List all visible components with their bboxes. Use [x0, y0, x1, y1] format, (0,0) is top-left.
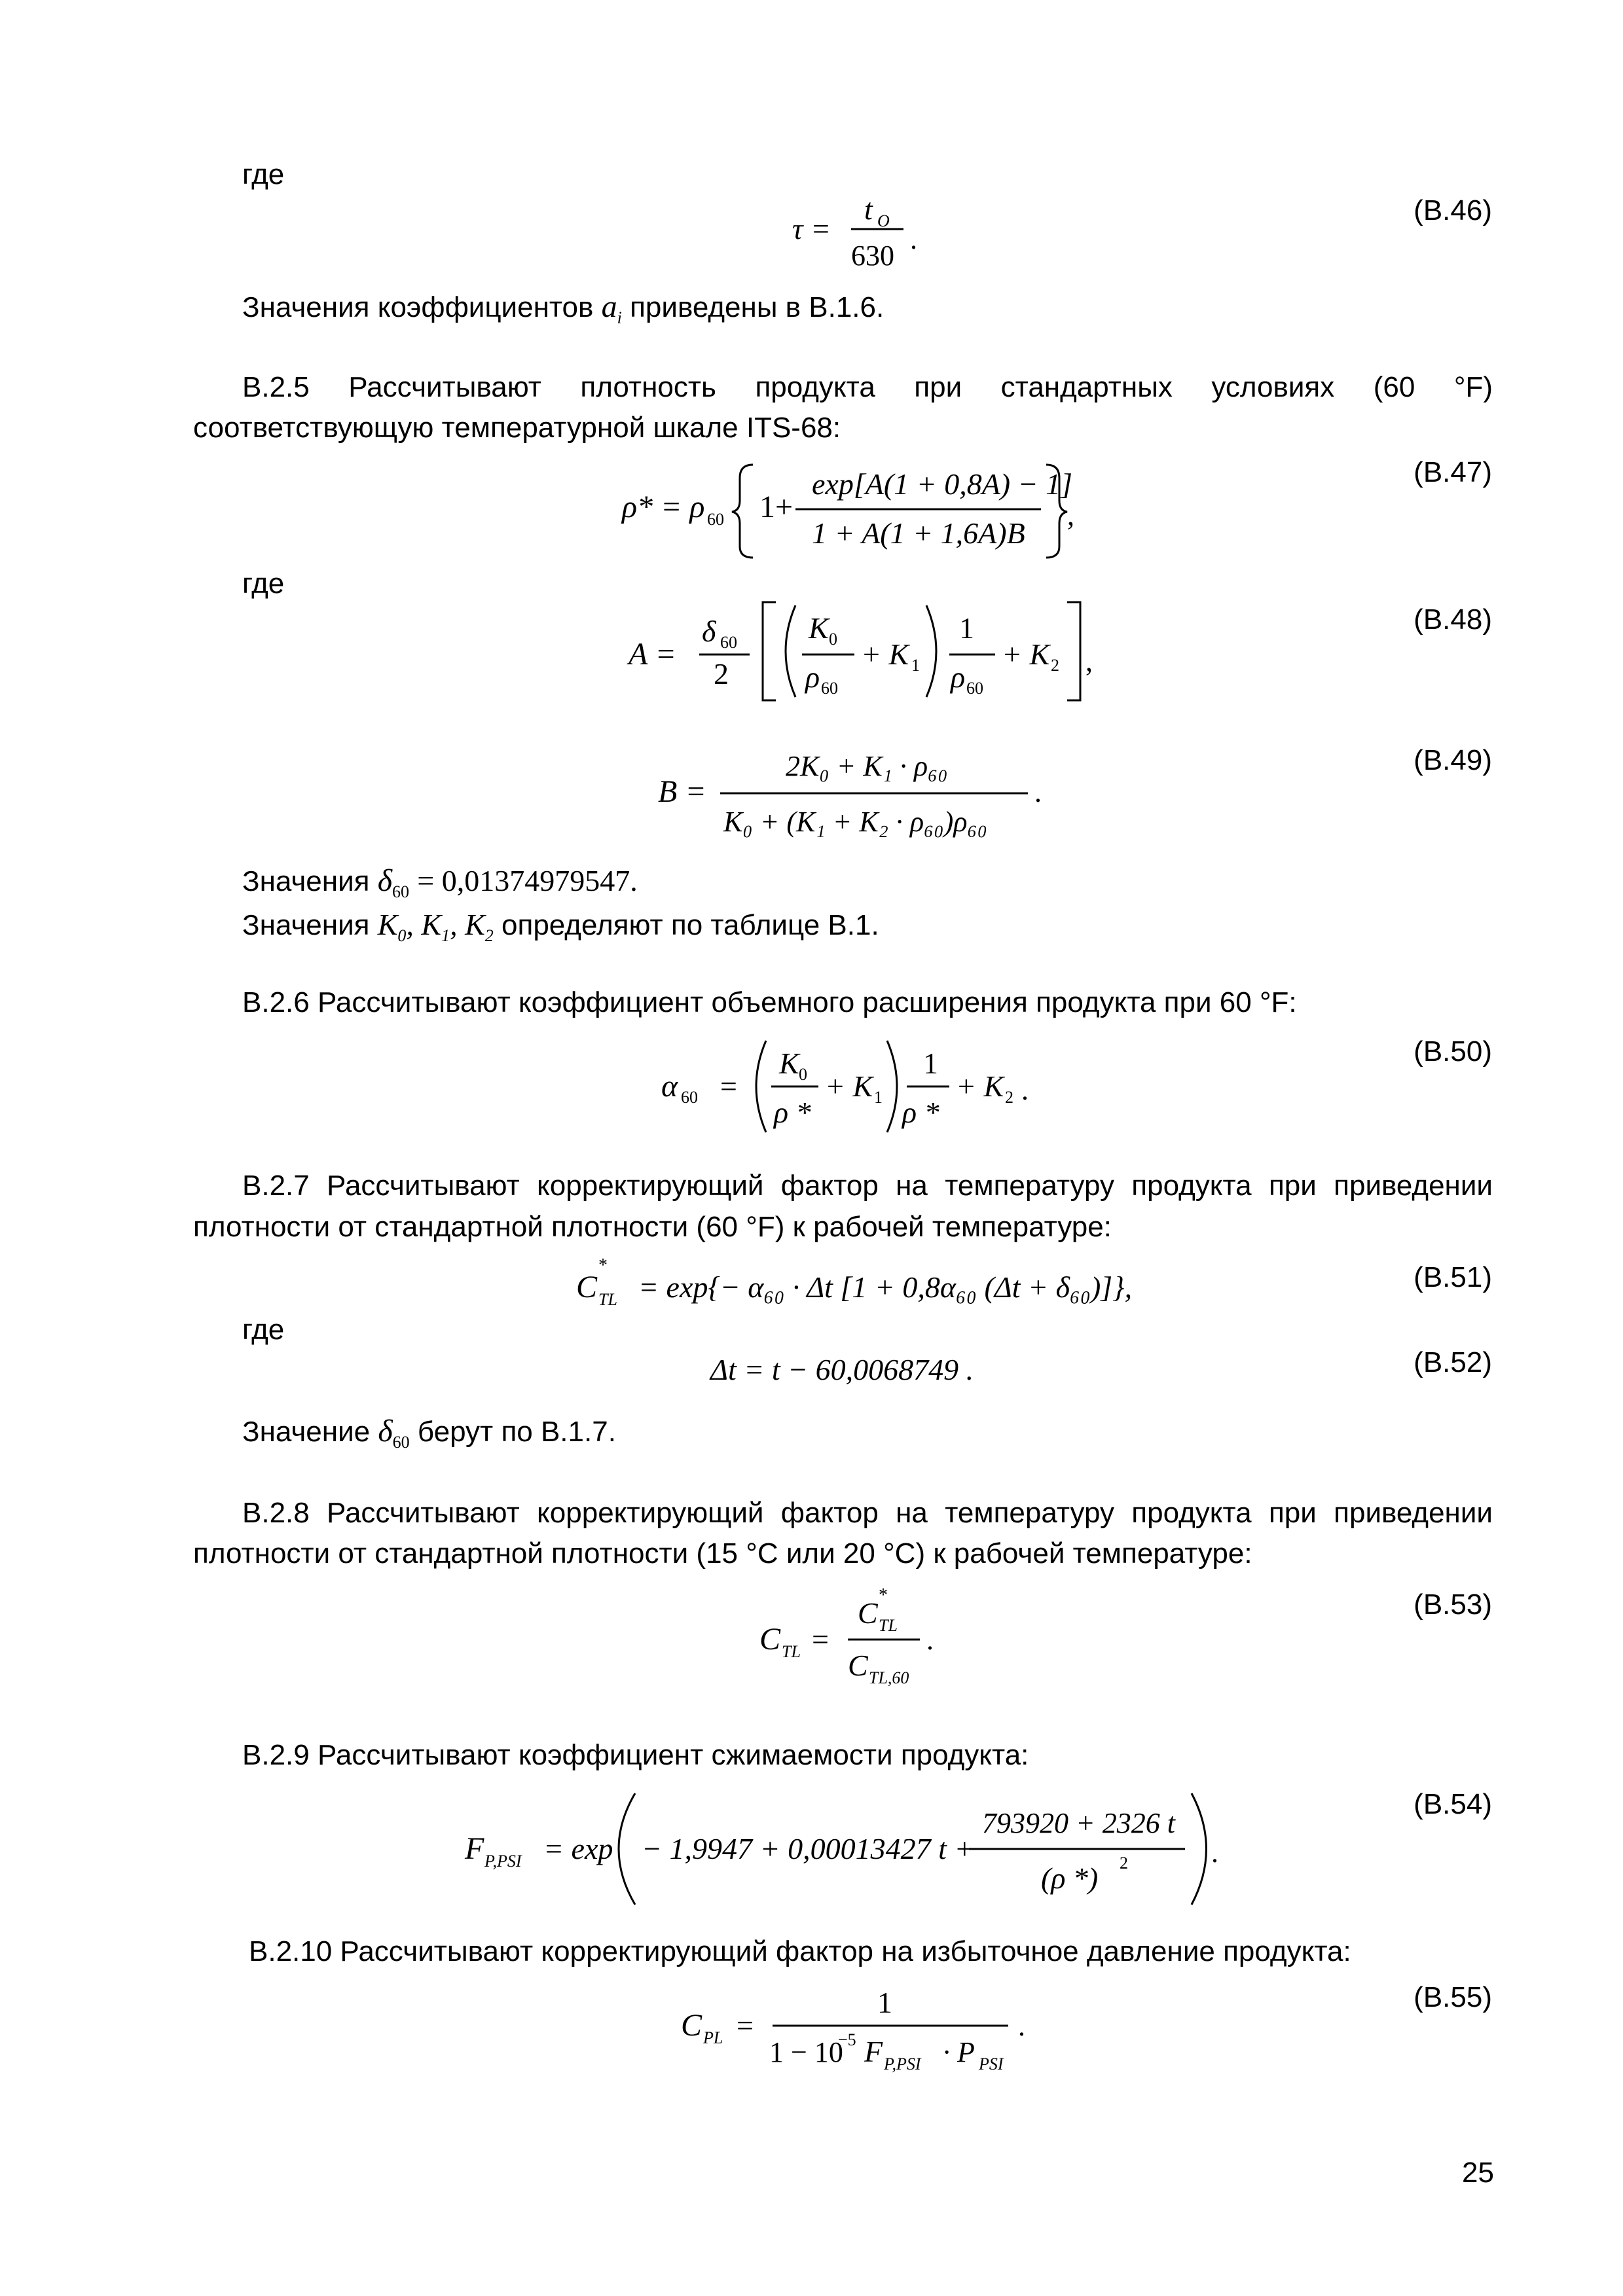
- svg-text:α: α: [661, 1069, 678, 1103]
- svg-text:1: 1: [923, 1047, 938, 1080]
- svg-text:.: .: [1018, 2010, 1025, 2042]
- eq-number-b50: (В.50): [1413, 1035, 1492, 1067]
- svg-text:2: 2: [1005, 1088, 1013, 1107]
- eq-number-b52: (В.52): [1413, 1346, 1492, 1378]
- svg-text:1: 1: [877, 1986, 892, 2019]
- k-values-line: Значения $K_0$, $K_1$, $K_2$ определяют по таблице В.1.: [242, 908, 879, 946]
- svg-text:=: =: [720, 1069, 737, 1103]
- svg-text:2: 2: [714, 657, 729, 691]
- svg-text:= exp: = exp: [543, 1832, 613, 1865]
- section-b25-line1: В.2.5 Рассчитывают плотность продукта при стандартных условиях (60 °F): [242, 371, 1493, 403]
- svg-text:.: .: [1034, 776, 1042, 808]
- section-b27-line2: плотности от стандартной плотности (60 °F) к рабочей температуре:: [193, 1211, 1112, 1243]
- section-b29: В.2.9 Рассчитывают коэффициент сжимаемости продукта:: [242, 1739, 1029, 1771]
- section-b25-line2: соответствующую температурной шкале ITS-68:: [193, 412, 841, 444]
- tau-numer: t: [864, 192, 873, 226]
- svg-text:*: *: [598, 1255, 608, 1276]
- eq-number-b53: (В.53): [1413, 1588, 1492, 1621]
- svg-text:1 − 10: 1 − 10: [769, 2036, 843, 2068]
- eq-number-b51: (В.51): [1413, 1261, 1492, 1293]
- svg-text:K: K: [809, 611, 829, 645]
- svg-text:60: 60: [681, 1088, 698, 1107]
- eq-number-b46: (В.46): [1413, 194, 1492, 226]
- svg-text:793920 + 2326 t: 793920 + 2326 t: [982, 1807, 1175, 1839]
- svg-text:(ρ *): (ρ *): [1041, 1861, 1099, 1895]
- svg-text:+ K: + K: [825, 1069, 873, 1103]
- equation-b54: [465, 1780, 1218, 1911]
- equation-b49: [658, 746, 1064, 857]
- b49-lhs: B =: [658, 774, 706, 809]
- section-b28-line1: В.2.8 Рассчитывают корректирующий фактор на температуру продукта при приведении: [242, 1497, 1493, 1529]
- svg-text:ρ: ρ: [805, 660, 820, 694]
- svg-text:δ: δ: [702, 615, 716, 648]
- b48-lhs: A =: [629, 637, 676, 672]
- where-label-3: где: [242, 1314, 285, 1346]
- svg-text:60: 60: [821, 679, 838, 698]
- coeff-values-line: Значения коэффициентов $a_i$ приведены в В.1.6.: [242, 289, 884, 327]
- svg-text:.: .: [1021, 1074, 1029, 1106]
- svg-text:F: F: [465, 1831, 484, 1866]
- svg-text:0: 0: [829, 630, 837, 649]
- page-number: 25: [1462, 2157, 1494, 2189]
- b49-denom: K₀ + (K₁ + K₂ · ρ₆₀)ρ₆₀: [723, 806, 988, 838]
- eq-number-b55: (В.55): [1413, 1981, 1492, 2013]
- svg-text:C: C: [848, 1649, 868, 1682]
- equation-b46: [773, 190, 936, 281]
- svg-text:+ K: + K: [956, 1069, 1004, 1103]
- svg-text:1: 1: [959, 611, 974, 645]
- svg-text:− 1,9947 + 0,00013427 t +: − 1,9947 + 0,00013427 t +: [642, 1832, 975, 1865]
- svg-text:PL: PL: [703, 2028, 723, 2047]
- tau-denom: 630: [851, 240, 894, 272]
- svg-text:+ K: + K: [861, 637, 909, 671]
- section-b26: В.2.6 Рассчитывают коэффициент объемного расширения продукта при 60 °F:: [242, 986, 1297, 1018]
- equation-b53: [759, 1584, 969, 1695]
- svg-text:0: 0: [799, 1065, 807, 1084]
- eq-number-b48: (В.48): [1413, 603, 1492, 636]
- svg-text:F: F: [864, 2035, 883, 2068]
- tau-numer-sub: O: [877, 211, 890, 230]
- svg-text:K: K: [779, 1047, 799, 1080]
- delta60-source-line: Значение $\delta_{60}$ берут по В.1.7.: [242, 1414, 616, 1452]
- svg-text:1+: 1+: [759, 490, 793, 524]
- where-label-1: где: [242, 158, 285, 190]
- svg-text:60: 60: [720, 633, 737, 652]
- b47-numer: exp[A(1 + 0,8A) − 1]: [812, 467, 1073, 501]
- svg-text:ρ *: ρ *: [902, 1096, 939, 1129]
- svg-text:+ K: + K: [1002, 637, 1050, 671]
- b49-numer: 2K₀ + K₁ · ρ₆₀: [786, 750, 948, 782]
- where-label-2: где: [242, 567, 285, 600]
- b52-rhs: Δt = t − 60,0068749 .: [710, 1353, 974, 1386]
- svg-text:TL: TL: [879, 1616, 898, 1635]
- equation-b48: [629, 589, 1093, 707]
- svg-text:ρ *: ρ *: [774, 1096, 811, 1129]
- svg-text:1: 1: [911, 656, 920, 675]
- svg-text:.: .: [910, 223, 917, 255]
- tau-lhs: τ =: [792, 212, 831, 245]
- section-b27-line1: В.2.7 Рассчитывают корректирующий фактор на температуру продукта при приведении: [242, 1170, 1493, 1202]
- svg-text:.: .: [926, 1624, 934, 1656]
- svg-text:60: 60: [707, 510, 724, 529]
- b47-denom: 1 + A(1 + 1,6A)B: [812, 516, 1025, 550]
- svg-text:,: ,: [1085, 645, 1093, 677]
- section-b28-line2: плотности от стандартной плотности (15 °С или 20 °С) к рабочей температуре:: [193, 1537, 1252, 1570]
- svg-text:C: C: [576, 1270, 598, 1304]
- svg-text:TL: TL: [782, 1642, 801, 1661]
- svg-text:.: .: [1211, 1837, 1218, 1869]
- svg-text:C: C: [759, 1622, 781, 1657]
- delta60-value-line: Значения $\delta_{60} = 0,01374979547$.: [242, 863, 638, 901]
- svg-text:=: =: [737, 2009, 754, 2042]
- eq-number-b49: (В.49): [1413, 744, 1492, 776]
- svg-text:C: C: [681, 2008, 702, 2043]
- equation-b50: [661, 1028, 1054, 1139]
- svg-text:−5: −5: [838, 2030, 856, 2049]
- svg-text:ρ: ρ: [951, 660, 966, 694]
- svg-text:P,PSI: P,PSI: [484, 1852, 522, 1871]
- equation-b51: [576, 1250, 1165, 1322]
- equation-b47: [622, 452, 1093, 563]
- svg-text:PSI: PSI: [979, 2054, 1004, 2073]
- svg-text:=: =: [812, 1623, 829, 1656]
- svg-text:*: *: [879, 1585, 888, 1605]
- svg-text:C: C: [858, 1596, 878, 1630]
- svg-text:TL,60: TL,60: [869, 1668, 909, 1687]
- section-b210: В.2.10 Рассчитывают корректирующий фактор на избыточное давление продукта:: [249, 1935, 1351, 1967]
- svg-text:2: 2: [1120, 1854, 1128, 1873]
- svg-text:P,PSI: P,PSI: [884, 2054, 921, 2073]
- equation-b55: [681, 1977, 1048, 2081]
- svg-text:,: ,: [1067, 499, 1074, 531]
- b47-lhs: ρ* = ρ: [622, 490, 705, 524]
- equation-b52: [710, 1342, 1038, 1394]
- svg-text:60: 60: [966, 679, 983, 698]
- eq-number-b47: (В.47): [1413, 456, 1492, 488]
- eq-number-b54: (В.54): [1413, 1788, 1492, 1820]
- svg-text:2: 2: [1051, 656, 1059, 675]
- svg-text:· P: · P: [943, 2036, 975, 2068]
- svg-text:TL: TL: [598, 1290, 617, 1309]
- b51-rhs: = exp{− α₆₀ · Δt [1 + 0,8α₆₀ (Δt + δ₆₀)]},: [638, 1270, 1133, 1304]
- svg-text:1: 1: [874, 1088, 883, 1107]
